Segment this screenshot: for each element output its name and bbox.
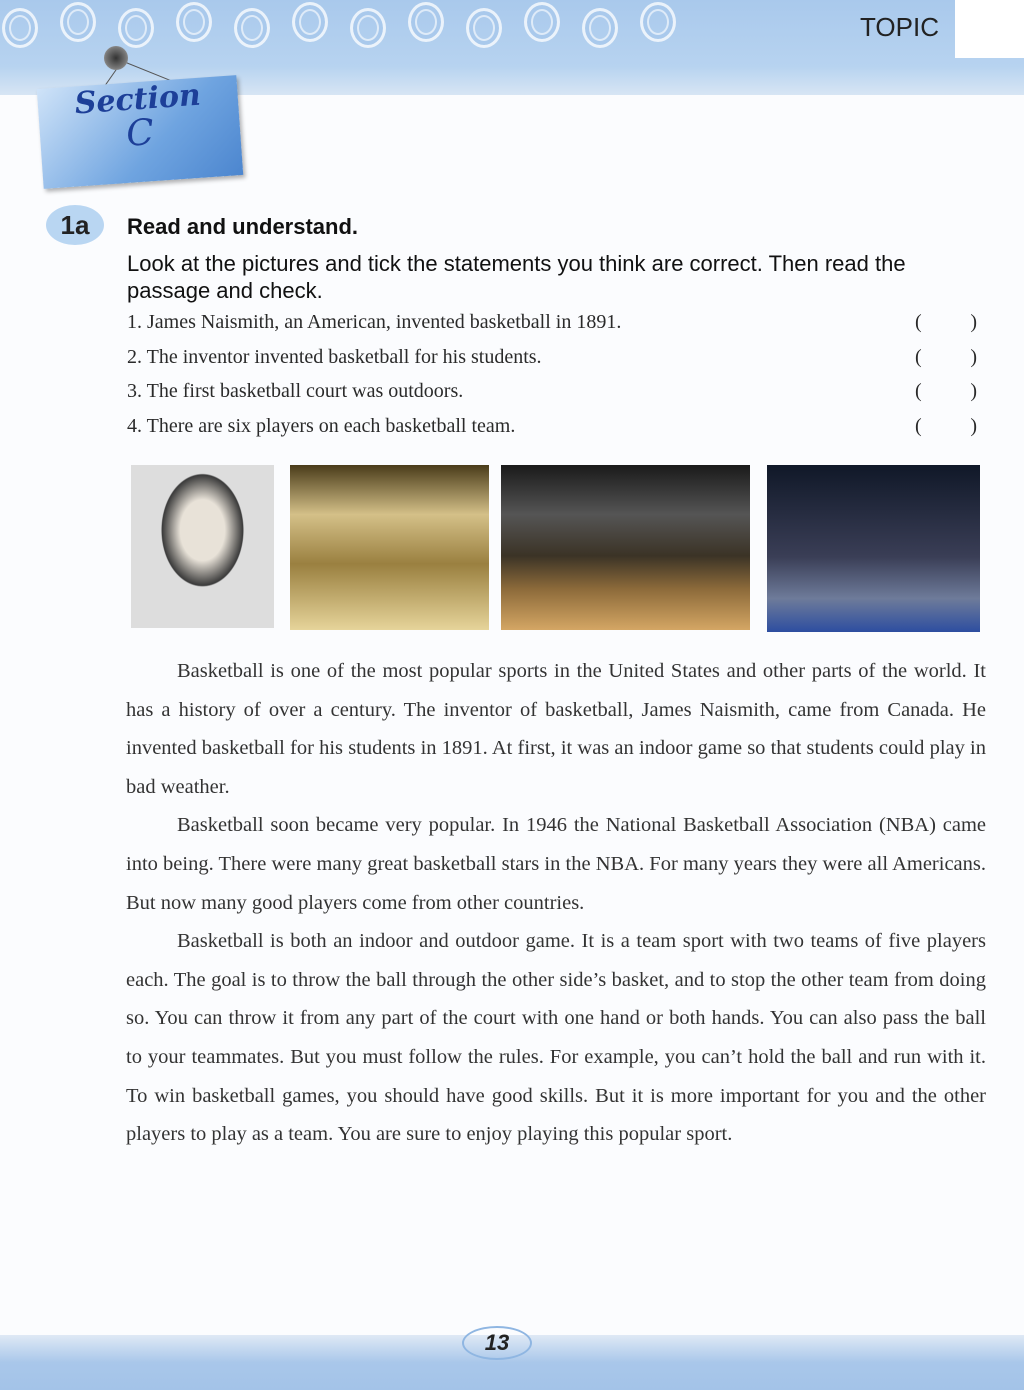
- photo-nba-dunk: [767, 465, 980, 632]
- activity-number-badge: 1a: [46, 205, 104, 245]
- passage-paragraph: Basketball is one of the most popular sports in the United States and other parts of the world. It has a history of over a century. The inventor of basketball, James Naismith, came from Canada. He invented basketball for his students in 1891. At first, it was an indoor game so that students could play in bad weather.: [126, 660, 986, 798]
- page-number: 13: [462, 1326, 532, 1360]
- paren-open: (: [915, 311, 922, 333]
- activity-title: Read and understand.: [127, 214, 359, 239]
- photo-arena-court: [501, 465, 750, 630]
- ring-icon: [60, 2, 96, 42]
- section-sign: [37, 75, 243, 189]
- decorative-rings: [2, 8, 676, 48]
- statement-text: 1. James Naismith, an American, invented basketball in 1891.: [127, 311, 622, 333]
- pin-icon: [104, 46, 128, 70]
- ring-icon: [234, 8, 270, 48]
- tick-box[interactable]: [915, 311, 977, 346]
- photo-early-indoor-court: [290, 465, 489, 630]
- statement-text: 2. The inventor invented basketball for his students.: [127, 345, 542, 368]
- ring-icon: [2, 8, 38, 48]
- tick-box[interactable]: [915, 415, 977, 450]
- ring-icon: [466, 8, 502, 48]
- ring-icon: [524, 2, 560, 42]
- statement-item: [127, 346, 977, 381]
- section-word: Section: [73, 77, 202, 122]
- statement-list: [127, 311, 977, 449]
- paren-open: (: [915, 380, 922, 402]
- tick-box[interactable]: [915, 346, 977, 381]
- activity-instruction: Look at the pictures and tick the statements you think are correct. Then read the passage and check.: [127, 251, 906, 303]
- statement-text: 4. There are six players on each basketball team.: [127, 414, 516, 437]
- reading-passage: [126, 652, 986, 1154]
- passage-paragraph: Basketball is both an indoor and outdoor game. It is a team sport with two teams of five players each. The goal is to throw the ball through the other side’s basket, and to stop the other team from doing so. You can throw it from any part of the court with one hand or both hands. You can also pass the ball to your teammates. But you must follow the rules. For example, you can’t hold the ball and run with it. To win basketball games, you should have good skills. But it is more important for you and the other players to play as a team. You are sure to enjoy playing this popular sport.: [126, 930, 986, 1146]
- paren-close: ): [970, 345, 977, 368]
- ring-icon: [176, 2, 212, 42]
- statement-item: [127, 415, 977, 450]
- passage-paragraph: Basketball soon became very popular. In 1946 the National Basketball Association (NBA) came into being. There were many great basketball stars in the NBA. For many years they were all Americans. But now many good players come from other countries.: [126, 814, 986, 914]
- topic-number-box: [955, 0, 1024, 58]
- topic-label: TOPIC: [860, 12, 939, 42]
- paren-close: ): [970, 414, 977, 437]
- paren-open: (: [915, 414, 922, 437]
- tick-box[interactable]: [915, 380, 977, 415]
- paren-close: ): [970, 311, 977, 333]
- ring-icon: [350, 8, 386, 48]
- statement-item: [127, 380, 977, 415]
- ring-icon: [118, 8, 154, 48]
- ring-icon: [292, 2, 328, 42]
- ring-icon: [408, 2, 444, 42]
- ring-icon: [582, 8, 618, 48]
- paren-open: (: [915, 345, 922, 368]
- section-letter: C: [124, 112, 156, 155]
- paren-close: ): [970, 380, 977, 402]
- statement-text: 3. The first basketball court was outdoors.: [127, 380, 464, 402]
- ring-icon: [640, 2, 676, 42]
- photo-inventor-portrait: [131, 465, 274, 628]
- statement-item: [127, 311, 977, 346]
